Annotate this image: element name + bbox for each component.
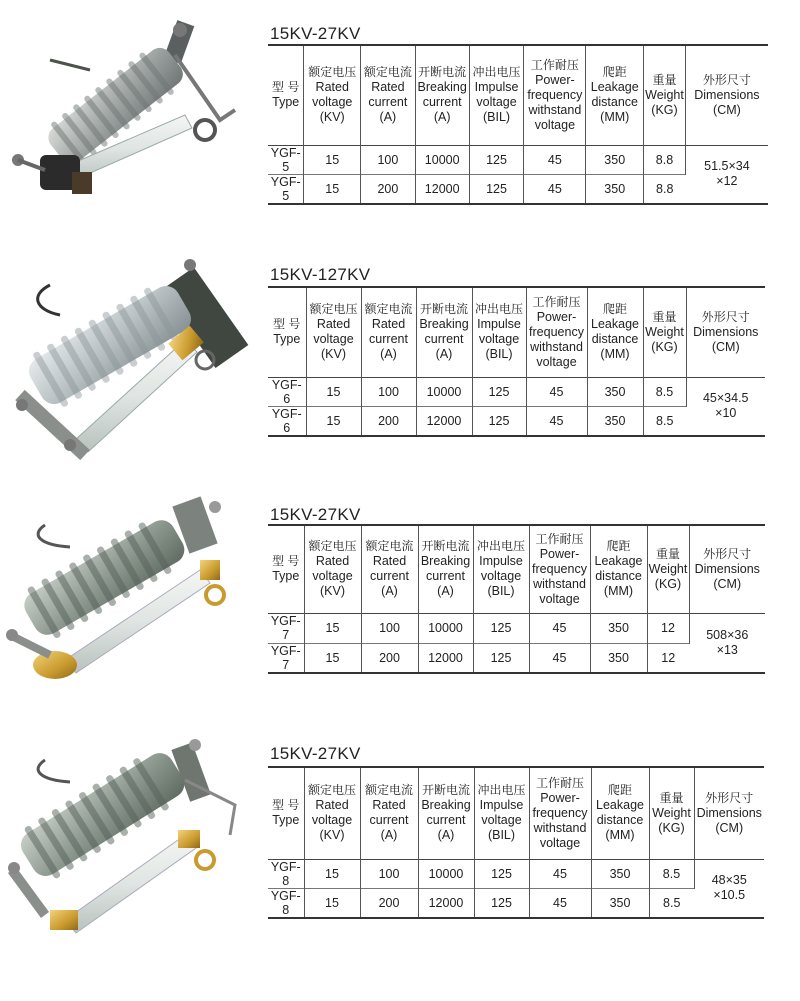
cell-weight: 12 <box>661 650 676 665</box>
cell-leakage-distance: 350 <box>591 859 649 888</box>
cell-impulse-voltage: 125 <box>474 859 529 888</box>
fuse-cutout-ygf6-image <box>0 240 260 470</box>
cell-weight: 8.8 <box>656 181 674 196</box>
cell-type: YGF-5 <box>268 174 304 204</box>
cell-leakage-distance: 350 <box>590 613 647 643</box>
col-header-dimensions: 外形尺寸 Dimensions (CM) <box>694 546 760 591</box>
spec-table <box>268 286 765 437</box>
section-title: 15KV-27KV <box>270 24 361 43</box>
col-header-withstand-voltage: 工作耐压 Power- frequency withstand voltage <box>526 287 587 377</box>
cell-type: YGF-7 <box>268 643 304 673</box>
col-header-leakage-distance: 爬距 Leakage distance (MM) <box>591 767 649 859</box>
cell-type: YGF-7 <box>268 613 304 643</box>
cell-rated-current: 100 <box>361 613 418 643</box>
table-row <box>268 613 765 643</box>
cell-impulse-voltage: 125 <box>473 613 529 643</box>
col-header-withstand-voltage: 工作耐压 Power- frequency withstand voltage <box>529 767 591 859</box>
cell-withstand-voltage: 45 <box>524 145 586 174</box>
cell-withstand-voltage: 45 <box>529 859 591 888</box>
cell-dimensions: 508×36 ×13 <box>706 627 749 657</box>
col-header-rated-voltage: 额定电压 Rated voltage (KV) <box>304 45 361 145</box>
section-title: 15KV-27KV <box>270 744 361 763</box>
cell-rated-voltage: 15 <box>306 377 361 406</box>
cell-rated-current: 100 <box>361 377 416 406</box>
cell-impulse-voltage: 125 <box>473 643 529 673</box>
cell-impulse-voltage: 125 <box>469 174 524 204</box>
cell-rated-voltage: 15 <box>304 145 361 174</box>
col-header-rated-current: 额定电流 Rated current (A) <box>361 525 418 613</box>
cell-weight: 12 <box>647 613 689 643</box>
col-header-withstand-voltage: 工作耐压 Power- frequency withstand voltage <box>524 45 586 145</box>
cell-rated-voltage: 15 <box>306 406 361 436</box>
cell-rated-current: 100 <box>361 145 416 174</box>
cell-rated-voltage: 15 <box>304 643 361 673</box>
cell-rated-voltage: 15 <box>304 174 361 204</box>
cell-impulse-voltage: 125 <box>472 406 526 436</box>
col-header-leakage-distance: 爬距 Leakage distance (MM) <box>590 525 647 613</box>
table-row <box>268 859 764 888</box>
cell-weight: 8.5 <box>643 377 686 406</box>
cell-withstand-voltage: 45 <box>529 643 590 673</box>
fuse-cutout-ygf8-image <box>0 720 260 980</box>
cell-breaking-current: 10000 <box>418 859 474 888</box>
cell-rated-voltage: 15 <box>304 859 360 888</box>
table-row <box>268 888 764 918</box>
cell-impulse-voltage: 125 <box>469 145 524 174</box>
col-header-weight: 重量 Weight (KG) <box>647 525 689 613</box>
col-header-impulse-voltage: 冲出电压 Impulse voltage (BIL) <box>474 767 529 859</box>
cell-leakage-distance: 350 <box>591 888 649 918</box>
product-section-ygf6 <box>0 240 800 470</box>
cell-breaking-current: 10000 <box>418 613 473 643</box>
cell-rated-current: 200 <box>361 643 418 673</box>
cell-weight: 8.8 <box>644 145 686 174</box>
cell-impulse-voltage: 125 <box>472 377 526 406</box>
product-section-ygf7 <box>0 485 800 715</box>
cell-impulse-voltage: 125 <box>474 888 529 918</box>
col-header-dimensions: 外形尺寸 Dimensions (CM) <box>693 309 759 354</box>
col-header-breaking-current: 开断电流 Breaking current (A) <box>418 767 474 859</box>
col-header-weight: 重量 Weight (KG) <box>649 767 694 859</box>
col-header-type: 型 号 Type <box>268 525 304 613</box>
cell-breaking-current: 12000 <box>416 406 472 436</box>
col-header-impulse-voltage: 冲出电压 Impulse voltage (BIL) <box>472 287 526 377</box>
cell-dimensions: 48×35 ×10.5 <box>711 873 747 902</box>
col-header-rated-current: 额定电流 Rated current (A) <box>361 45 416 145</box>
spec-table <box>268 44 768 205</box>
cell-withstand-voltage: 45 <box>526 406 587 436</box>
cell-withstand-voltage: 45 <box>524 174 586 204</box>
col-header-withstand-voltage: 工作耐压 Power- frequency withstand voltage <box>529 525 590 613</box>
cell-dimensions: 51.5×34 ×12 <box>704 159 750 188</box>
cell-withstand-voltage: 45 <box>529 613 590 643</box>
col-header-impulse-voltage: 冲出电压 Impulse voltage (BIL) <box>469 45 524 145</box>
cell-breaking-current: 10000 <box>416 377 472 406</box>
cell-breaking-current: 12000 <box>418 888 474 918</box>
cell-dimensions: 45×34.5 ×10 <box>702 391 749 420</box>
cell-type: YGF-6 <box>268 406 306 436</box>
fuse-cutout-ygf5-image <box>0 0 260 230</box>
cell-breaking-current: 10000 <box>415 145 469 174</box>
cell-type: YGF-8 <box>268 859 304 888</box>
cell-leakage-distance: 350 <box>590 643 647 673</box>
cell-rated-current: 200 <box>361 406 416 436</box>
cell-rated-current: 200 <box>361 174 416 204</box>
col-header-rated-current: 额定电流 Rated current (A) <box>361 287 416 377</box>
cell-weight: 8.5 <box>649 859 694 888</box>
cell-withstand-voltage: 45 <box>529 888 591 918</box>
col-header-leakage-distance: 爬距 Leakage distance (MM) <box>587 287 643 377</box>
col-header-dimensions: 外形尺寸 Dimensions (CM) <box>696 790 762 835</box>
table-row <box>268 377 765 406</box>
cell-leakage-distance: 350 <box>586 145 644 174</box>
cell-weight: 8.5 <box>656 413 674 428</box>
col-header-rated-voltage: 额定电压 Rated voltage (KV) <box>304 767 360 859</box>
col-header-type: 型 号 Type <box>268 45 304 145</box>
spec-table <box>268 766 764 919</box>
col-header-impulse-voltage: 冲出电压 Impulse voltage (BIL) <box>473 525 529 613</box>
section-title: 15KV-127KV <box>270 265 371 284</box>
cell-breaking-current: 12000 <box>415 174 469 204</box>
spec-table <box>268 524 765 674</box>
section-title: 15KV-27KV <box>270 505 361 524</box>
col-header-rated-voltage: 额定电压 Rated voltage (KV) <box>306 287 361 377</box>
cell-rated-voltage: 15 <box>304 613 361 643</box>
col-header-weight: 重量 Weight (KG) <box>643 287 686 377</box>
cell-rated-current: 100 <box>360 859 418 888</box>
table-row <box>268 145 768 174</box>
cell-type: YGF-8 <box>268 888 304 918</box>
col-header-type: 型 号 Type <box>268 767 304 859</box>
col-header-breaking-current: 开断电流 Breaking current (A) <box>415 45 469 145</box>
col-header-dimensions: 外形尺寸 Dimensions (CM) <box>694 72 760 117</box>
cell-weight: 8.5 <box>663 895 681 910</box>
cell-leakage-distance: 350 <box>586 174 644 204</box>
cell-rated-current: 200 <box>360 888 418 918</box>
cell-type: YGF-5 <box>268 145 304 174</box>
product-section-ygf5 <box>0 0 800 230</box>
col-header-weight: 重量 Weight (KG) <box>644 45 686 145</box>
cell-withstand-voltage: 45 <box>526 377 587 406</box>
product-section-ygf8 <box>0 720 800 980</box>
cell-type: YGF-6 <box>268 377 306 406</box>
cell-leakage-distance: 350 <box>587 406 643 436</box>
col-header-breaking-current: 开断电流 Breaking current (A) <box>416 287 472 377</box>
col-header-leakage-distance: 爬距 Leakage distance (MM) <box>586 45 644 145</box>
cell-breaking-current: 12000 <box>418 643 473 673</box>
fuse-cutout-ygf7-image <box>0 485 260 715</box>
col-header-rated-voltage: 额定电压 Rated voltage (KV) <box>304 525 361 613</box>
col-header-breaking-current: 开断电流 Breaking current (A) <box>418 525 473 613</box>
cell-rated-voltage: 15 <box>304 888 360 918</box>
col-header-rated-current: 额定电流 Rated current (A) <box>360 767 418 859</box>
col-header-type: 型 号 Type <box>268 287 306 377</box>
cell-leakage-distance: 350 <box>587 377 643 406</box>
